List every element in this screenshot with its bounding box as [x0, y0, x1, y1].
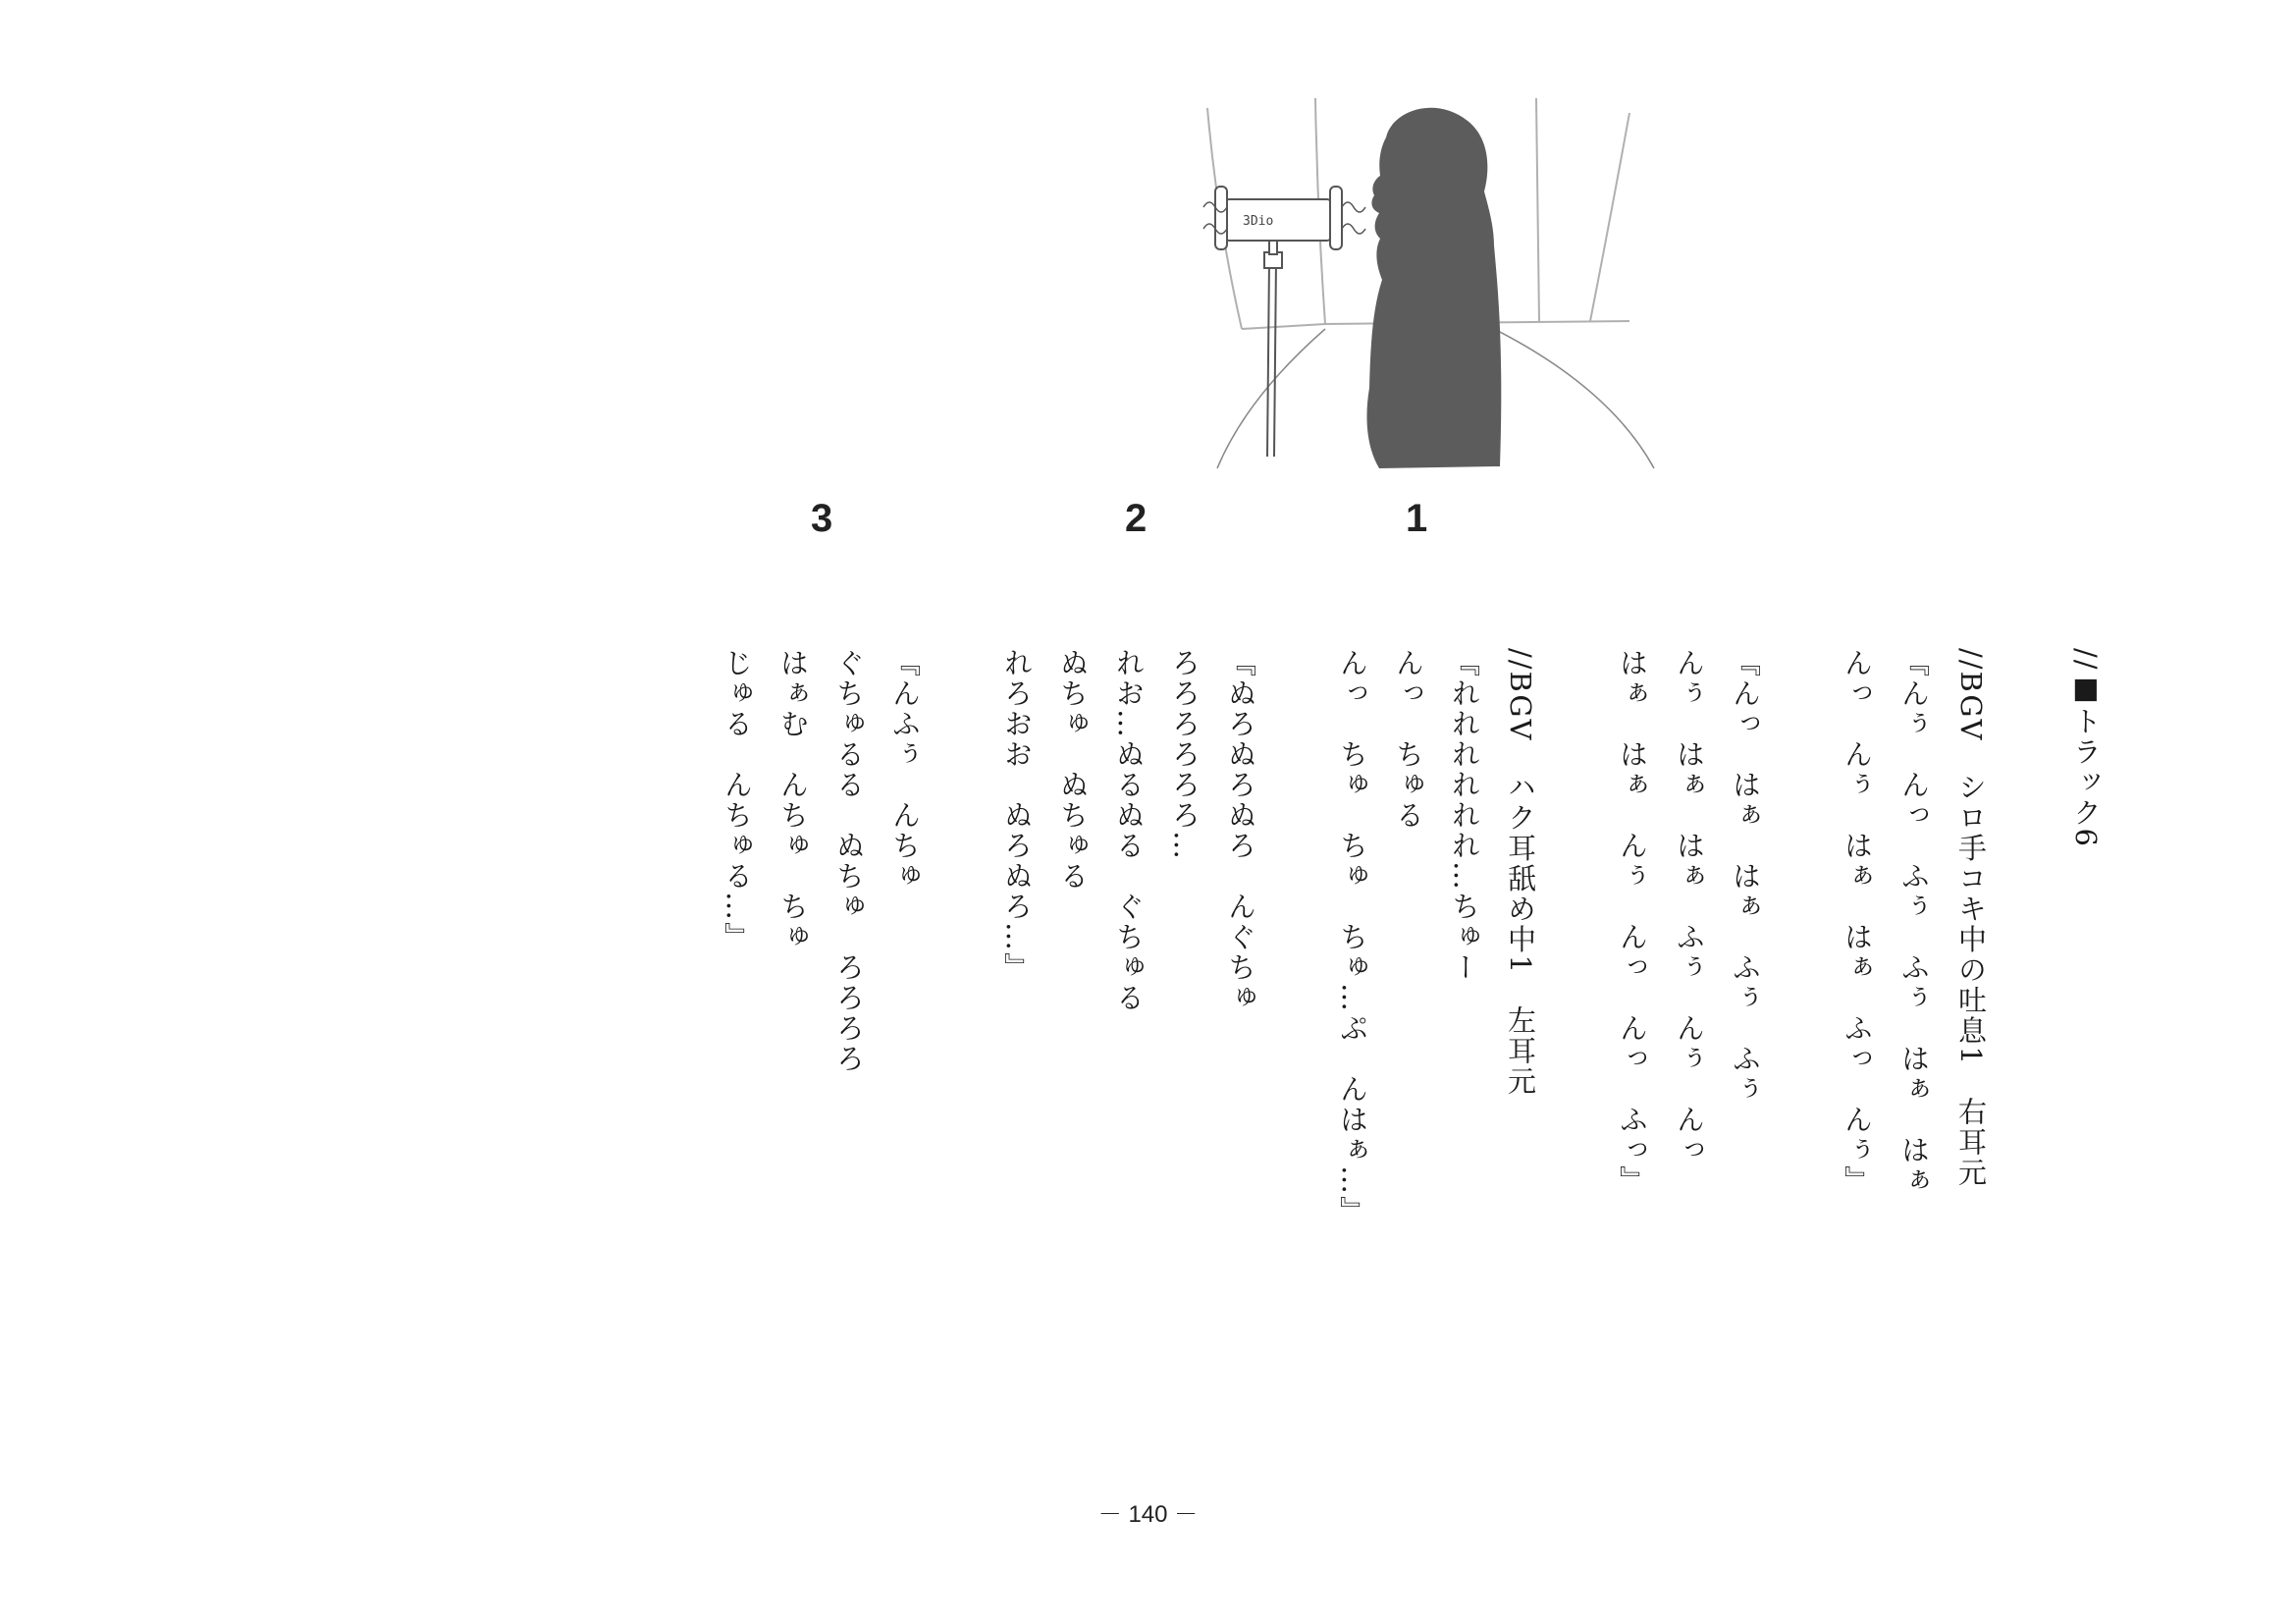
mic-brand-label: 3Dio [1243, 214, 1274, 229]
position-label-1: 1 [1406, 497, 1428, 540]
script-line: 『んふぅ んちゅ [888, 648, 922, 892]
script-line: んっ ちゅ ちゅ ちゅ…ぷ んはぁ…』 [1336, 648, 1369, 1226]
binaural-mic-stand [1203, 187, 1365, 457]
script-line: んっ んぅ はぁ はぁ ふっ んぅ』 [1841, 648, 1874, 1196]
script-line: ぬちゅ ぬちゅる [1056, 648, 1090, 892]
bgv-direction: //BGV シロ手コキ中の吐息1 右耳元 [1954, 648, 1988, 1188]
script-line: ろろろろろろ… [1168, 648, 1201, 861]
script-line: 『れれれれれれ…ちゅー [1448, 648, 1481, 983]
script-line: ぐちゅるる ぬちゅ ろろろろ [832, 648, 866, 1074]
page-number: － 140 － [1097, 1501, 1199, 1528]
script-line: れろおお ぬろぬろ…』 [1000, 648, 1034, 983]
script-line: 『んっ はぁ はぁ ふぅ ふぅ [1729, 648, 1762, 1105]
script-line: 『んぅ んっ ふぅ ふぅ はぁ はぁ [1897, 648, 1931, 1196]
script-line: れお…ぬるぬる ぐちゅる [1112, 648, 1146, 1013]
position-label-2: 2 [1125, 497, 1148, 540]
script-line: んぅ はぁ はぁ ふぅ んぅ んっ [1673, 648, 1706, 1165]
recording-setup-illustration [1178, 93, 1688, 476]
person-silhouette [1366, 108, 1501, 468]
track-heading: //■トラック6 [2069, 648, 2103, 848]
script-line: んっ ちゅる [1392, 648, 1425, 831]
script-line: はぁ はぁ んぅ んっ んっ ふっ』 [1616, 648, 1649, 1196]
script-line: はぁむ んちゅ ちゅ [776, 648, 810, 952]
position-label-3: 3 [811, 497, 833, 540]
script-line: じゅる んちゅる…』 [721, 648, 754, 952]
script-line: 『ぬろぬろぬろ んぐちゅ [1224, 648, 1257, 1013]
bgv-direction: //BGV ハク耳舐め中1 左耳元 [1504, 648, 1537, 1097]
